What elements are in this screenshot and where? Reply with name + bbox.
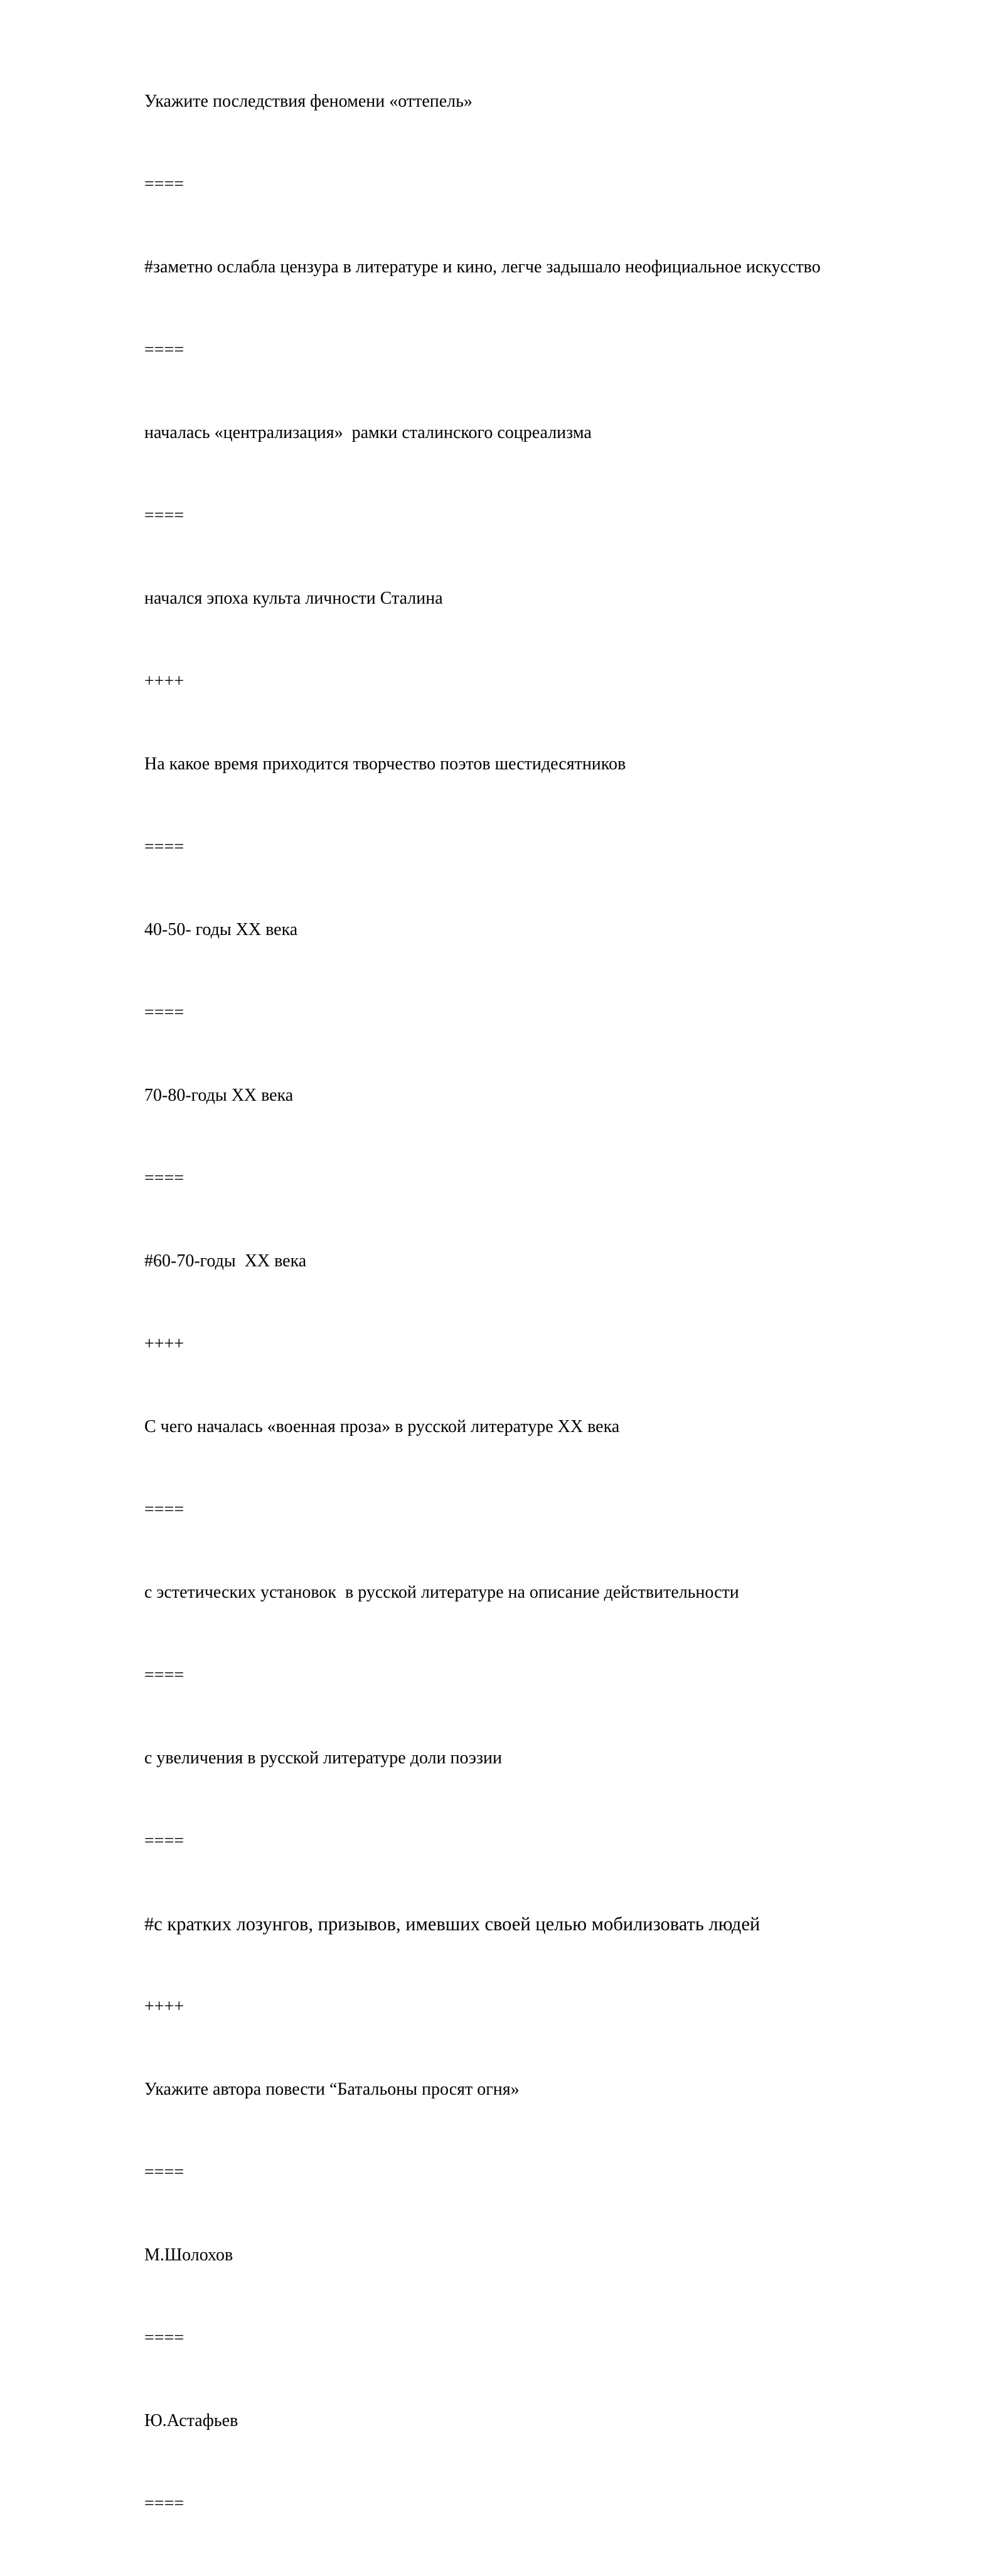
answer-option: Ю.Астафьев [144, 2411, 238, 2430]
answer-separator: ==== [144, 2494, 184, 2513]
answer-option: 70-80-годы XX века [144, 1086, 294, 1105]
answer-option: с увеличения в русской литературе доли поэзии [144, 1748, 502, 1768]
answer-separator: ==== [144, 2162, 184, 2182]
answer-option: #заметно ослабла цензура в литературе и кино, легче задышало неофициальное искусство [144, 257, 821, 277]
answer-separator: ==== [144, 1831, 184, 1851]
answer-separator: ==== [144, 2328, 184, 2348]
question-separator: ++++ [144, 1334, 184, 1354]
question-separator: ++++ [144, 1997, 184, 2016]
answer-separator: ==== [144, 340, 184, 360]
answer-separator: ==== [144, 174, 184, 194]
question-text: На какое время приходится творчество поэтов шестидесятников [144, 754, 626, 774]
answer-option: с эстетических установок в русской литературе на описание действительности [144, 1583, 739, 1602]
answer-option: начался эпоха культа личности Сталина [144, 589, 443, 608]
question-text: С чего началась «военная проза» в русской литературе XX века [144, 1417, 620, 1436]
answer-separator: ==== [144, 837, 184, 857]
answer-option: #60-70-годы XX века [144, 1251, 307, 1271]
answer-option: 40-50- годы XX века [144, 920, 298, 939]
answer-separator: ==== [144, 1168, 184, 1188]
answer-option: началась «централизация» рамки сталинского соцреализма [144, 423, 592, 442]
question-text: Укажите автора повести “Батальоны просят огня» [144, 2080, 520, 2099]
answer-separator: ==== [144, 1665, 184, 1685]
answer-separator: ==== [144, 506, 184, 525]
question-separator: ++++ [144, 671, 184, 691]
answer-option: #с кратких лозунгов, призывов, имевших своей целью мобилизовать людей [144, 1913, 761, 1935]
answer-separator: ==== [144, 1500, 184, 1519]
answer-separator: ==== [144, 1003, 184, 1022]
question-text: Укажите последствия феномени «оттепель» [144, 92, 473, 111]
document-body [144, 91, 897, 2576]
answer-option: М.Шолохов [144, 2245, 233, 2265]
